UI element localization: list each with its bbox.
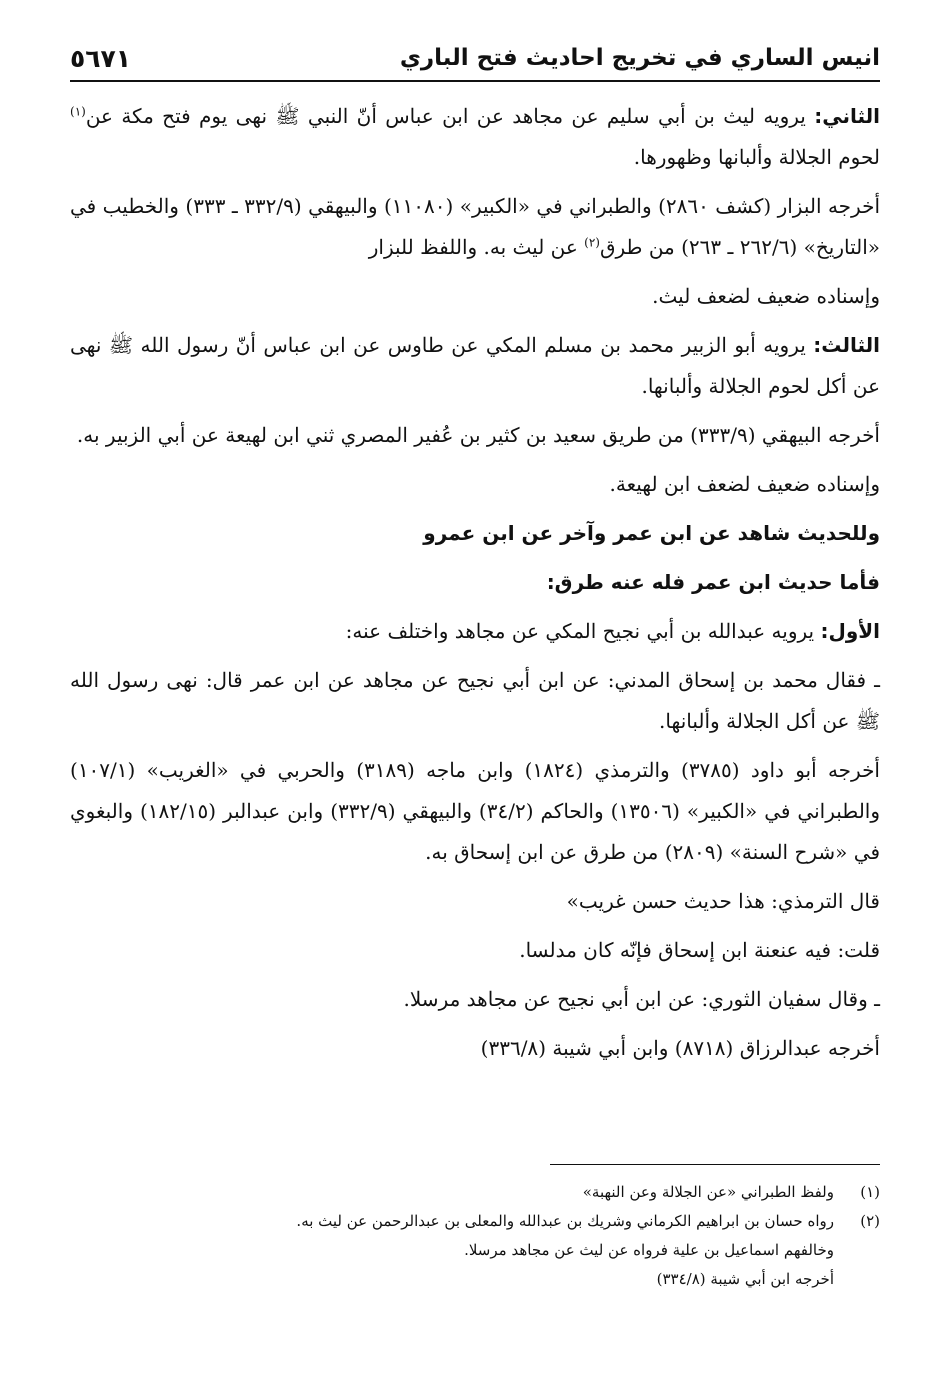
section-heading: الثاني:	[814, 104, 880, 128]
paragraph-second-route	[70, 96, 880, 178]
paragraph-tirmidhi: قال الترمذي: هذا حديث حسن غريب»	[566, 889, 880, 913]
footnote-rule	[550, 1164, 880, 1165]
paragraph-thawri: ـ وقال سفيان الثوري: عن ابن أبي نجيح عن مجاهد مرسلا.	[403, 987, 880, 1011]
paragraph-takhrij-3: أخرجه أبو داود (٣٧٨٥) والترمذي (١٨٢٤) وابن ماجه (٣١٨٩) والحربي في «الغريب» (١٠٧/١) والطبراني في «الكبير» (١٣٥٠٦) والحاكم (٣٤/٢) والبيهقي (٣٣٢/٩) وابن عبدالبر (١٨٢/١٥) والبغوي في «شرح السنة» (٢٨٠٩) من طرق عن ابن إسحاق به.	[70, 758, 880, 864]
footnote-text: ولفظ الطبراني «عن الجلالة وعن النهبة»	[582, 1183, 834, 1201]
section-heading: الثالث:	[813, 333, 880, 357]
paragraph-takhrij-4: أخرجه عبدالرزاق (٨٧١٨) وابن أبي شيبة (٣٣٦/٨)	[480, 1036, 880, 1060]
paragraph-text: يرويه عبدالله بن أبي نجيح المكي عن مجاهد واختلف عنه:	[345, 619, 821, 643]
paragraph-text: لحوم الجلالة وألبانها وظهورها.	[633, 145, 880, 169]
footnote-ref: (٢)	[584, 235, 600, 250]
footnote-number: (١)	[860, 1183, 880, 1201]
paragraph-ibn-ishaq: ـ فقال محمد بن إسحاق المدني: عن ابن أبي نجيح عن مجاهد عن ابن عمر قال: نهى رسول الله ﷺ عن أكل الجلالة وألبانها.	[70, 668, 881, 733]
footnote-text: رواه حسان بن ابراهيم الكرماني وشريك بن عبدالله والمعلى بن عبدالرحمن عن ليث به.	[296, 1212, 834, 1230]
page-number: ٥٦٧١	[70, 43, 132, 73]
footnote	[70, 1207, 880, 1236]
subheading-ibn-umar: فأما حديث ابن عمر فله عنه طرق:	[546, 570, 880, 594]
running-title: انيس الساري في تخريج احاديث فتح الباري	[399, 45, 880, 71]
paragraph-takhrij-2: أخرجه البيهقي (٣٣٣/٩) من طريق سعيد بن كثير بن عُفير المصري ثني ابن لهيعة عن أبي الزبير به.	[76, 423, 880, 447]
paragraph-first-route	[70, 611, 880, 652]
footnote-ref: (١)	[70, 104, 86, 119]
paragraph-comment: قلت: فيه عنعنة ابن إسحاق فإنّه كان مدلسا.	[519, 938, 880, 962]
footnote-number: (٢)	[860, 1212, 880, 1230]
footnote-continuation: أخرجه ابن أبي شيبة (٣٣٤/٨)	[656, 1270, 834, 1288]
section-heading: الأول:	[820, 619, 880, 643]
paragraph-grading-2: وإسناده ضعيف لضعف ابن لهيعة.	[609, 472, 880, 496]
header-rule	[70, 80, 880, 82]
footnote-continuation: وخالفهم اسماعيل بن علية فرواه عن ليث عن مجاهد مرسلا.	[464, 1241, 834, 1259]
page-header	[70, 38, 880, 78]
paragraph-text: يرويه ليث بن أبي سليم عن مجاهد عن ابن عباس أنّ النبي ﷺ نهى يوم فتح مكة عن	[85, 104, 815, 128]
subheading-witnesses: وللحديث شاهد عن ابن عمر وآخر عن ابن عمرو	[423, 521, 880, 545]
paragraph-grading-1: وإسناده ضعيف لضعف ليث.	[652, 284, 880, 308]
paragraph-text: عن ليث به. واللفظ للبزار	[368, 235, 585, 259]
footnotes	[70, 1178, 880, 1294]
paragraph-text: أخرجه البزار (كشف ٢٨٦٠) والطبراني في «الكبير» (١١٠٨٠) والبيهقي (٣٣٢/٩ ـ ٣٣٣) والخطيب في «التاريخ» (٢٦٢/٦ ـ ٢٦٣) من طرق	[70, 194, 881, 259]
main-text	[70, 96, 880, 1077]
paragraph-takhrij-1	[70, 186, 880, 268]
paragraph-text: يرويه أبو الزبير محمد بن مسلم المكي عن طاوس عن ابن عباس أنّ رسول الله ﷺ نهى عن أكل لحوم الجلالة وألبانها.	[70, 333, 880, 398]
footnote	[70, 1178, 880, 1207]
paragraph-third-route	[70, 325, 880, 407]
